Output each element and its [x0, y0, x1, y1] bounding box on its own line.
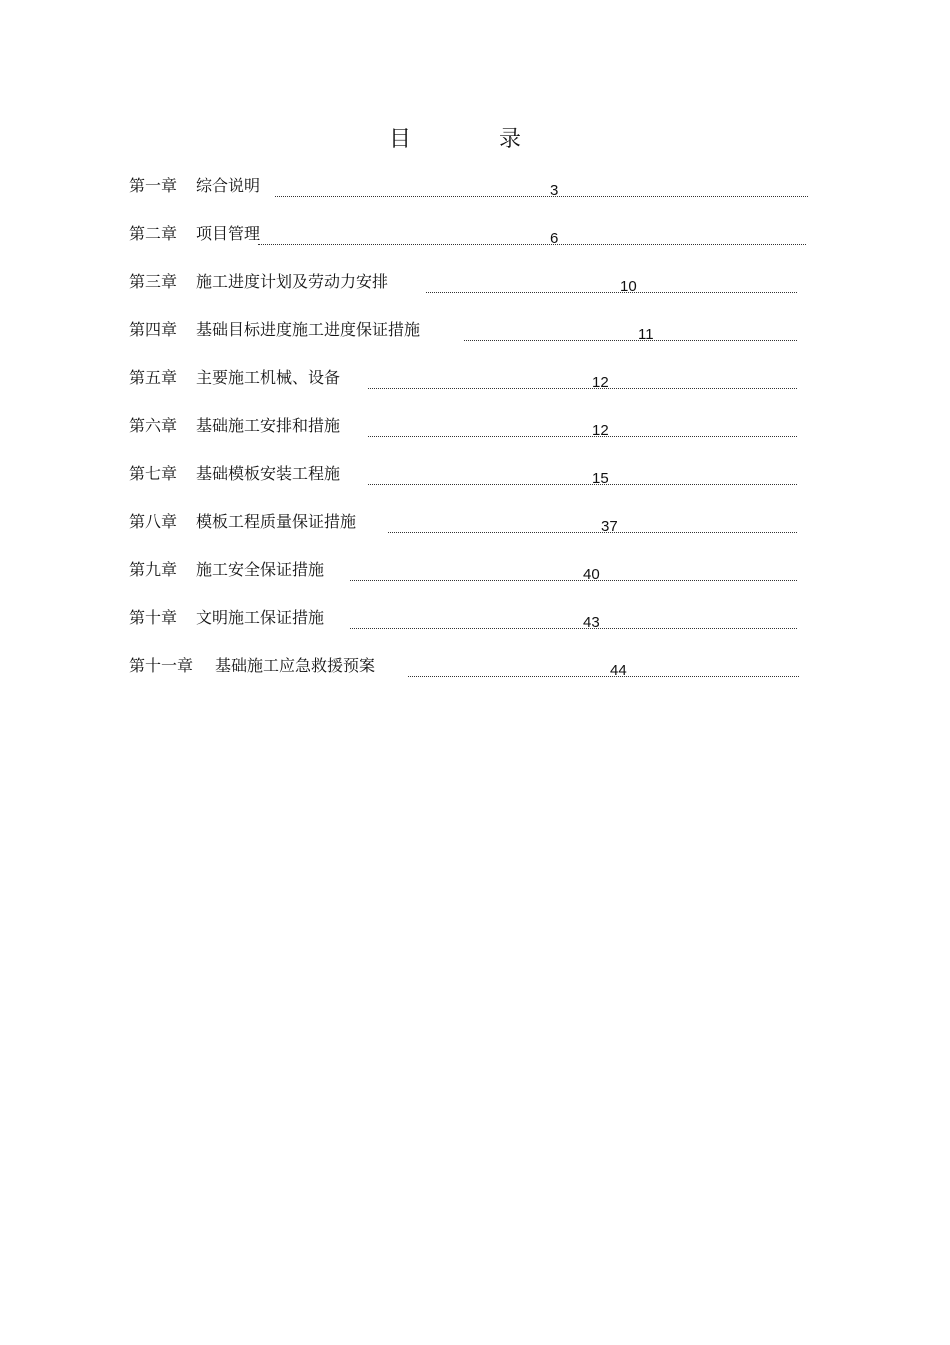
page-number: 37	[601, 518, 618, 535]
chapter-title: 综合说明	[196, 176, 261, 195]
chapter-number: 第五章	[129, 368, 178, 387]
dot-leader	[275, 196, 808, 197]
dot-leader	[388, 532, 797, 533]
chapter-number: 第八章	[129, 512, 178, 531]
chapter-title: 项目管理	[196, 224, 261, 243]
chapter-title: 文明施工保证措施	[196, 608, 325, 627]
dot-leader	[350, 580, 797, 581]
toc-heading	[0, 122, 910, 153]
page-number: 44	[610, 662, 627, 679]
page-number: 6	[550, 230, 559, 247]
chapter-title: 基础模板安装工程施	[196, 464, 341, 483]
toc-heading-char-2: 录	[499, 127, 522, 152]
page-number: 12	[592, 422, 609, 439]
page-number: 11	[638, 326, 654, 343]
chapter-number: 第一章	[129, 176, 178, 195]
dot-leader	[408, 676, 799, 677]
chapter-number: 第十章	[129, 608, 178, 627]
chapter-number: 第二章	[129, 224, 178, 243]
chapter-title: 主要施工机械、设备	[196, 368, 341, 387]
page-number: 3	[550, 182, 559, 199]
page-number: 40	[583, 566, 600, 583]
chapter-number: 第三章	[129, 272, 178, 291]
dot-leader	[368, 484, 797, 485]
chapter-title: 基础施工安排和措施	[196, 416, 341, 435]
chapter-title: 基础施工应急救援预案	[215, 656, 376, 675]
chapter-number: 第十一章	[129, 656, 194, 675]
chapter-number: 第九章	[129, 560, 178, 579]
chapter-number: 第七章	[129, 464, 178, 483]
chapter-title: 施工进度计划及劳动力安排	[196, 272, 389, 291]
dot-leader	[464, 340, 797, 341]
dot-leader	[368, 436, 797, 437]
chapter-title: 模板工程质量保证措施	[196, 512, 357, 531]
dot-leader	[350, 628, 797, 629]
page-number: 15	[592, 470, 609, 487]
toc-heading-char-1: 目	[388, 127, 411, 152]
page-number: 12	[592, 374, 609, 391]
dot-leader	[368, 388, 797, 389]
page-number: 10	[620, 278, 637, 295]
chapter-number: 第六章	[129, 416, 178, 435]
dot-leader	[426, 292, 797, 293]
chapter-title: 施工安全保证措施	[196, 560, 325, 579]
dot-leader	[258, 244, 806, 245]
page-number: 43	[583, 614, 600, 631]
chapter-number: 第四章	[129, 320, 178, 339]
chapter-title: 基础目标进度施工进度保证措施	[196, 320, 421, 339]
